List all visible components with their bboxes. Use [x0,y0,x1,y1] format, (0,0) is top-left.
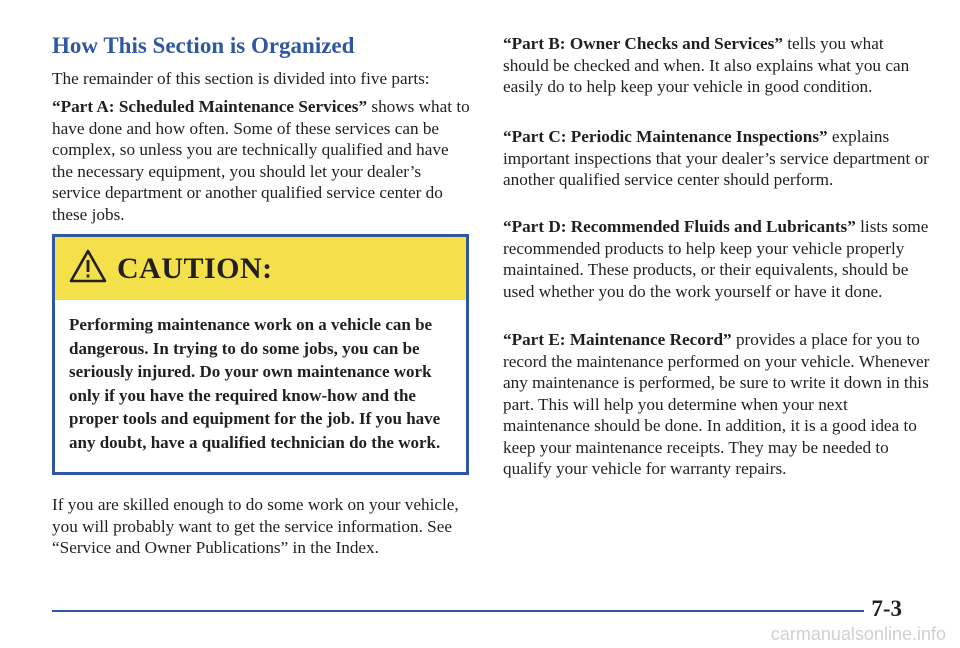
caution-label: CAUTION: [117,251,273,285]
part-a-heading: “Part A: Scheduled Maintenance Services” [52,97,368,116]
part-e-body: provides a place for you to record the maintenance performed on your vehicle. Whenever any maintenance is performed, be sure to write it down in this part. This will help you determine when your next maintenance should be done. In addition, it is a good idea to keep your maintenance receipts. They may be needed to qualify your vehicle for warranty repairs. [503,330,930,478]
part-e-heading: “Part E: Maintenance Record” [503,330,732,349]
warning-triangle-icon [69,249,107,288]
part-c-body: explains important inspections that your dealer’s service department or another qualified service center should perform. [503,127,929,189]
part-d-heading: “Part D: Recommended Fluids and Lubricants” [503,217,856,236]
part-b-body: tells you what should be checked and when. It also explains what you can easily do to help keep your vehicle in good condition. [503,34,910,96]
part-e-paragraph [503,329,933,480]
closing-paragraph: If you are skilled enough to do some work on your vehicle, you will probably want to get the service information. See “Service and Owner Publications” in the Index. [52,495,459,557]
part-b-heading: “Part B: Owner Checks and Services” [503,34,783,53]
part-d-paragraph [503,216,933,302]
part-b-paragraph [503,33,933,98]
part-a-body: shows what to have done and how often. Some of these services can be complex, so unless you are technically qualified and have the necessary equipment, you should let your dealer’s service department or another qualified service center do these jobs. [52,97,470,224]
part-a-paragraph [52,96,472,225]
page-number: 7-3 [871,596,902,621]
section-title: How This Section is Organized [52,33,355,58]
caution-box [52,234,469,475]
caution-header [55,237,466,300]
part-c-heading: “Part C: Periodic Maintenance Inspections” [503,127,828,146]
part-c-paragraph [503,126,933,191]
watermark: carmanualsonline.info [770,624,946,644]
caution-text: Performing maintenance work on a vehicle can be dangerous. In trying to do some jobs, you can be seriously injured. Do your own maintenance work only if you have the required know-how and the proper tools and equipment for the job. If you have any doubt, have a qualified technician do the work. [69,315,441,452]
section-intro: The remainder of this section is divided into five parts: [52,69,430,88]
part-d-body: lists some recommended products to help keep your vehicle properly maintained. These products, or their equivalents, should be used whether you do the work yourself or have it done. [503,217,929,301]
footer-rule [52,610,864,612]
